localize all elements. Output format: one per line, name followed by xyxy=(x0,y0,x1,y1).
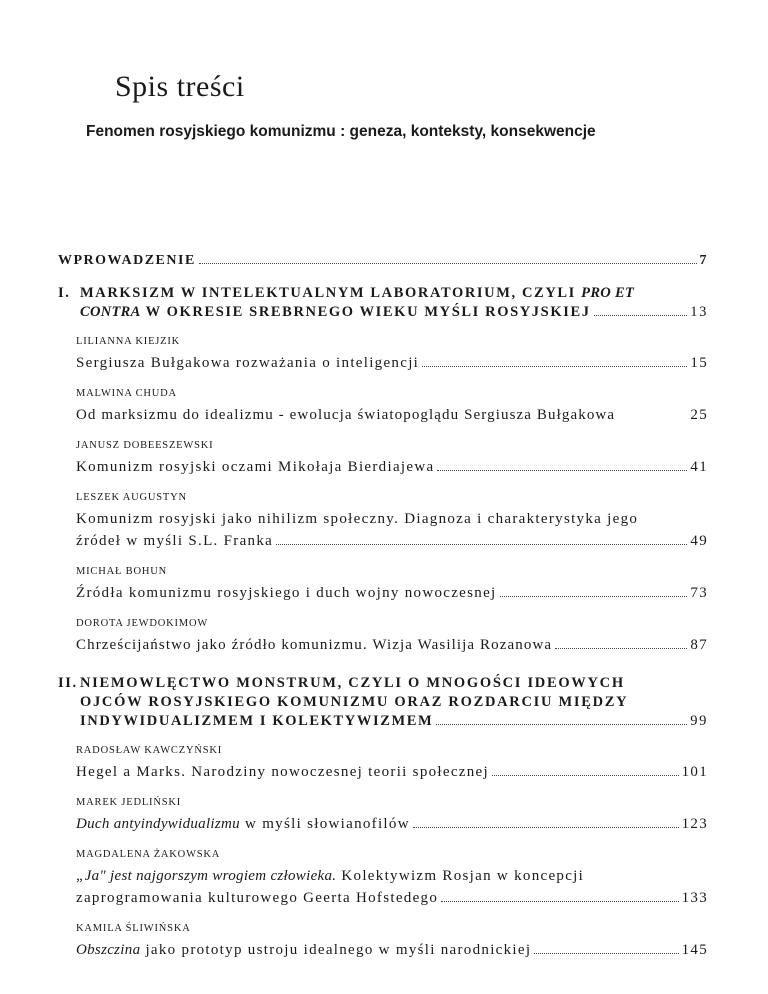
intro-page: 7 xyxy=(699,253,708,268)
dot-leader xyxy=(555,648,687,649)
toc-entry[interactable] xyxy=(76,744,708,783)
entry-page: 15 xyxy=(690,355,708,371)
section-title-line3: INDYWIDUALIZMEM I KOLEKTYWIZMEM xyxy=(80,713,434,729)
entry-page: 49 xyxy=(690,533,708,549)
entry-title-italic: Obszczina xyxy=(76,942,141,958)
entry-author: MAREK JEDLIŃSKI xyxy=(76,797,182,808)
toc-entry[interactable] xyxy=(76,617,708,656)
dot-leader xyxy=(500,596,688,597)
entry-page: 41 xyxy=(690,459,708,475)
entry-title: Źródła komunizmu rosyjskiego i duch wojny nowoczesnej xyxy=(76,585,497,601)
section-title-line2: OJCÓW ROSYJSKIEGO KOMUNIZMU ORAZ ROZDARCIU MIĘDZY xyxy=(80,694,629,710)
section-title-italic: PRO ET xyxy=(581,285,635,301)
entry-title: Sergiusza Bułgakowa rozważania o inteligencji xyxy=(76,355,420,371)
toc-entry[interactable] xyxy=(76,387,708,426)
entry-title-italic: Duch antyindywidualizmu xyxy=(76,816,240,832)
entry-title-cont: zaprogramowania kulturowego Geerta Hofstedego xyxy=(76,890,439,906)
entry-author: KAMILA ŚLIWIŃSKA xyxy=(76,923,191,934)
entry-page: 123 xyxy=(681,816,708,832)
dot-leader xyxy=(441,901,678,902)
section-title-line1: NIEMOWLĘCTWO MONSTRUM, CZYLI O MNOGOŚCI IDEOWYCH xyxy=(80,675,625,691)
dot-leader xyxy=(436,724,687,725)
dot-leader xyxy=(422,366,687,367)
entry-page: 133 xyxy=(681,890,708,906)
entry-title: jako prototyp ustroju idealnego w myśli narodnickiej xyxy=(145,942,532,958)
dot-leader xyxy=(276,544,687,545)
entry-page: 101 xyxy=(681,764,708,780)
entry-title: Od marksizmu do idealizmu - ewolucja światopoglądu Sergiusza Bułgakowa xyxy=(76,407,616,423)
dot-leader xyxy=(199,263,697,264)
toc-entry[interactable] xyxy=(76,491,708,552)
toc-entry[interactable] xyxy=(76,335,708,374)
entry-title: Komunizm rosyjski jako nihilizm społeczny. Diagnoza i charakterystyka jego xyxy=(76,511,639,527)
entry-title-cont: źródeł w myśli S.L. Franka xyxy=(76,533,274,549)
dot-leader xyxy=(437,470,687,471)
entry-author: MICHAŁ BOHUN xyxy=(76,566,167,577)
section-page: 99 xyxy=(690,713,708,729)
entry-title: Chrześcijaństwo jako źródło komunizmu. Wizja Wasilija Rozanowa xyxy=(76,637,553,653)
entry-author: DOROTA JEWDOKIMOW xyxy=(76,618,209,629)
toc-section-2[interactable] xyxy=(58,674,708,731)
toc-section-1[interactable] xyxy=(58,284,708,322)
toc-intro[interactable] xyxy=(58,253,708,269)
toc-entry[interactable] xyxy=(76,922,708,961)
section-title-line1: MARKSIZM W INTELEKTUALNYM LABORATORIUM, CZYLI xyxy=(80,285,576,301)
section-title-italic: CONTRA xyxy=(80,304,141,320)
toc-entry[interactable] xyxy=(76,796,708,835)
dot-leader xyxy=(492,775,679,776)
dot-leader xyxy=(534,953,678,954)
entry-title: Kolektywizm Rosjan w koncepcji xyxy=(341,868,585,884)
entry-title: Hegel a Marks. Narodziny nowoczesnej teorii społecznej xyxy=(76,764,489,780)
book-subtitle: Fenomen rosyjskiego komunizmu : geneza, konteksty, konsekwencje xyxy=(86,123,596,140)
page-title: Spis treści xyxy=(115,70,245,103)
entry-page: 87 xyxy=(690,637,708,653)
entry-page: 25 xyxy=(690,407,708,423)
intro-label: WPROWADZENIE xyxy=(58,253,196,268)
entry-author: JANUSZ DOBEESZEWSKI xyxy=(76,440,214,451)
entry-title: Komunizm rosyjski oczami Mikołaja Bierdiajewa xyxy=(76,459,435,475)
dot-leader xyxy=(594,315,688,316)
entry-page: 145 xyxy=(681,942,708,958)
toc-entry[interactable] xyxy=(76,848,708,909)
entry-author: LILIANNA KIEJZIK xyxy=(76,336,181,347)
section-title-line2: W OKRESIE SREBRNEGO WIEKU MYŚLI ROSYJSKIEJ xyxy=(145,304,591,320)
section-page: 13 xyxy=(690,304,708,320)
entry-author: LESZEK AUGUSTYN xyxy=(76,492,187,503)
table-of-contents xyxy=(58,253,708,961)
entry-author: MALWINA CHUDA xyxy=(76,388,177,399)
toc-entry[interactable] xyxy=(76,565,708,604)
entry-title: w myśli słowianofilów xyxy=(245,816,410,832)
entry-title-italic: „Ja" jest najgorszym wrogiem człowieka. xyxy=(76,868,337,884)
entry-page: 73 xyxy=(690,585,708,601)
toc-entry[interactable] xyxy=(76,439,708,478)
section-number: I. xyxy=(58,285,71,301)
section-number: II. xyxy=(58,675,78,691)
dot-leader xyxy=(413,827,679,828)
entry-author: RADOSŁAW KAWCZYŃSKI xyxy=(76,745,223,756)
entry-author: MAGDALENA ŻAKOWSKA xyxy=(76,849,221,860)
